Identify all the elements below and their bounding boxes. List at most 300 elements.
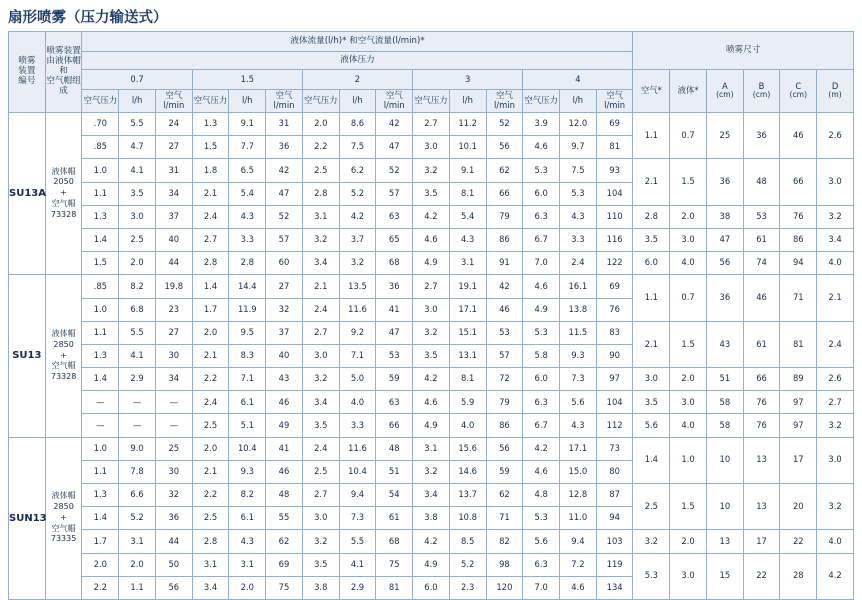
data-cell: 14.4 [229,275,266,298]
data-cell: 11.0 [560,507,597,530]
size-a-cell: 56 [706,252,743,275]
data-cell: 53 [486,321,523,344]
data-cell: 1.1 [82,321,119,344]
header-lh-0: l/h [119,90,156,113]
data-cell: 2.1 [192,344,229,367]
data-cell: 2.2 [82,576,119,599]
data-cell: 3.3 [339,414,376,437]
table-row [9,275,854,298]
data-cell: 104 [596,391,633,414]
data-cell: 71 [486,507,523,530]
data-cell: 2.0 [82,553,119,576]
data-cell: 122 [596,252,633,275]
data-cell: 9.5 [229,321,266,344]
table-row [9,159,854,182]
size-d-cell: 3.0 [817,159,854,205]
size-air-cell: 1.4 [633,437,670,483]
data-cell: 56 [486,437,523,460]
size-liquid-cell: 2.0 [670,368,707,391]
data-cell: 3.0 [302,507,339,530]
data-cell: 2.2 [192,484,229,507]
header-size-D-line-1: (m) [828,90,842,100]
data-cell: 4.0 [449,414,486,437]
header-size-D-line-0: D [831,80,839,91]
size-b-cell: 76 [743,414,780,437]
data-cell: 2.8 [229,252,266,275]
data-cell: 23 [155,298,192,321]
data-cell: 15.6 [449,437,486,460]
size-d-cell: 2.7 [817,391,854,414]
size-d-cell: 2.4 [817,321,854,367]
size-c-cell: 17 [780,437,817,483]
data-cell: 6.0 [523,182,560,205]
data-cell: 86 [486,228,523,251]
size-c-cell: 81 [780,321,817,367]
data-cell: 14.6 [449,460,486,483]
data-cell: 86 [486,414,523,437]
size-c-cell: 76 [780,205,817,228]
header-spray-id-line-1: 装置 [18,66,36,77]
data-cell: 11.5 [560,321,597,344]
data-cell: 59 [486,460,523,483]
size-air-cell: 5.6 [633,414,670,437]
data-cell: 4.3 [229,205,266,228]
data-cell: 17.1 [560,437,597,460]
size-a-cell: 58 [706,414,743,437]
header-air-pressure-3: 空气压力 [413,90,450,113]
data-cell: 2.8 [302,182,339,205]
data-cell: 9.7 [560,136,597,159]
data-cell: 7.0 [523,252,560,275]
data-cell: 98 [486,553,523,576]
data-cell: 5.5 [119,321,156,344]
data-cell: 5.6 [560,391,597,414]
data-cell: 24 [155,113,192,136]
data-cell: 13.5 [339,275,376,298]
header-size-B [743,70,780,113]
data-cell: 4.9 [413,414,450,437]
data-cell: 3.2 [413,460,450,483]
data-cell: 8.2 [119,275,156,298]
data-cell: 4.3 [560,414,597,437]
data-cell: 2.0 [119,252,156,275]
size-b-cell: 48 [743,159,780,205]
size-c-cell: 86 [780,228,817,251]
data-cell: 5.4 [229,182,266,205]
size-b-cell: 61 [743,228,780,251]
data-cell: 4.2 [413,205,450,228]
data-cell: 8.6 [339,113,376,136]
size-b-cell: 74 [743,252,780,275]
data-cell: 3.2 [302,530,339,553]
data-cell: 3.5 [413,182,450,205]
data-cell: 2.0 [119,553,156,576]
spray-id-cell: SU13A [9,113,46,275]
data-cell: 10.4 [339,460,376,483]
data-cell: 1.5 [192,136,229,159]
data-cell: 9.1 [229,113,266,136]
size-air-cell: 5.3 [633,553,670,599]
data-cell: 4.6 [523,460,560,483]
data-cell: 5.5 [339,530,376,553]
data-cell: 2.1 [192,460,229,483]
header-size-C [780,70,817,113]
header-pressure-2: 2 [302,70,412,90]
data-cell: 48 [376,437,413,460]
header-size-liquid: 液体* [670,70,707,113]
data-cell: 46 [266,460,303,483]
data-cell: 2.0 [192,321,229,344]
data-cell: 52 [376,159,413,182]
data-cell: 37 [155,205,192,228]
size-a-cell: 36 [706,275,743,321]
data-cell: 13.1 [449,344,486,367]
size-d-cell: 3.4 [817,228,854,251]
size-liquid-cell: 2.0 [670,205,707,228]
size-c-cell: 28 [780,553,817,599]
data-cell: 32 [266,298,303,321]
size-liquid-cell: 1.5 [670,159,707,205]
header-size-B-line-0: B [758,80,765,91]
data-cell: 134 [596,576,633,599]
table-row [9,414,854,437]
size-d-cell: 3.2 [817,205,854,228]
header-air-lmin-4: 空气 l/min [596,90,633,113]
data-cell: 66 [486,182,523,205]
data-cell: 11.9 [229,298,266,321]
data-cell: — [155,391,192,414]
data-cell: 66 [376,414,413,437]
size-a-cell: 58 [706,391,743,414]
assembly-cell: 液体帽 2050 + 空气帽 73328 [45,113,82,275]
size-a-cell: 10 [706,484,743,530]
header-size-C-line-0: C [795,80,802,91]
data-cell: 1.1 [82,182,119,205]
data-cell: 75 [376,553,413,576]
data-cell: 17.1 [449,298,486,321]
data-cell: .70 [82,113,119,136]
data-cell: 10.4 [229,437,266,460]
data-cell: 54 [376,484,413,507]
data-cell: 2.5 [302,460,339,483]
data-cell: 40 [266,344,303,367]
data-cell: 6.3 [523,391,560,414]
data-cell: 8.1 [449,182,486,205]
data-cell: 3.1 [302,205,339,228]
header-air-lmin-0: 空气 l/min [155,90,192,113]
header-liquid-pressure: 液体压力 [82,52,633,70]
size-c-cell: 46 [780,113,817,159]
data-cell: 97 [596,368,633,391]
size-b-cell: 61 [743,321,780,367]
data-cell: 11.6 [339,437,376,460]
data-cell: 9.0 [119,437,156,460]
data-cell: 25 [155,437,192,460]
header-pressure-3: 3 [413,70,523,90]
header-lh-2: l/h [339,90,376,113]
data-cell: 5.2 [449,553,486,576]
data-cell: 1.0 [82,437,119,460]
data-cell: 6.5 [229,159,266,182]
size-b-cell: 13 [743,484,780,530]
data-cell: 10.8 [449,507,486,530]
header-pressure-4: 4 [523,70,633,90]
data-cell: 5.8 [523,344,560,367]
data-cell: 94 [596,507,633,530]
data-cell: 46 [486,298,523,321]
data-cell: 1.4 [82,228,119,251]
data-cell: 9.3 [229,460,266,483]
header-lh-4: l/h [560,90,597,113]
data-cell: 42 [266,159,303,182]
header-lh-3: l/h [449,90,486,113]
data-cell: 1.0 [82,298,119,321]
data-cell: 4.9 [523,298,560,321]
data-cell: 6.7 [523,228,560,251]
data-cell: — [155,414,192,437]
data-cell: 4.6 [413,391,450,414]
data-cell: 51 [376,460,413,483]
data-cell: 69 [266,553,303,576]
data-cell: 1.3 [82,344,119,367]
data-cell: 3.1 [413,437,450,460]
data-cell: 4.2 [339,205,376,228]
data-cell: 2.4 [302,298,339,321]
size-b-cell: 13 [743,437,780,483]
data-cell: 62 [266,530,303,553]
data-cell: 5.1 [229,414,266,437]
data-cell: 4.3 [560,205,597,228]
data-cell: 57 [376,182,413,205]
data-cell: 4.1 [119,344,156,367]
table-row [9,228,854,251]
data-cell: 116 [596,228,633,251]
data-cell: 5.9 [449,391,486,414]
data-cell: 10.1 [449,136,486,159]
data-cell: 47 [376,136,413,159]
data-cell: 30 [155,344,192,367]
size-air-cell: 2.1 [633,159,670,205]
data-cell: 37 [266,321,303,344]
table-row [9,391,854,414]
data-cell: 65 [376,228,413,251]
data-cell: 3.4 [302,391,339,414]
header-size-C-line-1: (cm) [789,90,808,100]
header-assembly [45,32,82,113]
data-cell: 93 [596,159,633,182]
data-cell: 7.1 [229,368,266,391]
data-cell: 31 [155,159,192,182]
data-cell: 68 [376,252,413,275]
data-cell: 19.1 [449,275,486,298]
data-cell: 2.0 [229,576,266,599]
size-b-cell: 22 [743,553,780,599]
data-cell: 19.8 [155,275,192,298]
table-row [9,437,854,460]
size-c-cell: 22 [780,530,817,553]
data-cell: 90 [596,344,633,367]
data-cell: 8.5 [449,530,486,553]
data-cell: 2.9 [119,368,156,391]
data-cell: 1.4 [82,368,119,391]
size-liquid-cell: 3.0 [670,553,707,599]
data-cell: 75 [266,576,303,599]
data-cell: 82 [486,530,523,553]
data-cell: 1.0 [82,159,119,182]
data-cell: 2.4 [302,437,339,460]
data-cell: 27 [155,136,192,159]
data-cell: 44 [155,252,192,275]
data-cell: 87 [596,484,633,507]
size-a-cell: 51 [706,368,743,391]
header-flow-group: 液体流量(l/h)* 和空气流量(l/min)* [82,32,633,52]
data-cell: 3.1 [192,553,229,576]
data-cell: 1.7 [82,530,119,553]
table-row [9,368,854,391]
data-cell: 9.1 [449,159,486,182]
data-cell: 3.0 [119,205,156,228]
data-cell: 3.2 [302,228,339,251]
size-c-cell: 71 [780,275,817,321]
size-c-cell: 94 [780,252,817,275]
data-cell: 5.0 [339,368,376,391]
data-cell: 3.0 [413,136,450,159]
data-cell: 3.1 [229,553,266,576]
size-c-cell: 66 [780,159,817,205]
size-air-cell: 3.0 [633,368,670,391]
data-cell: 3.1 [119,530,156,553]
data-cell: 7.1 [339,344,376,367]
size-a-cell: 13 [706,530,743,553]
data-cell: 110 [596,205,633,228]
data-cell: 36 [155,507,192,530]
size-a-cell: 43 [706,321,743,367]
size-c-cell: 20 [780,484,817,530]
size-liquid-cell: 2.0 [670,530,707,553]
data-cell: 4.2 [413,530,450,553]
data-cell: 103 [596,530,633,553]
size-liquid-cell: 1.5 [670,484,707,530]
data-cell: 27 [155,321,192,344]
size-air-cell: 6.0 [633,252,670,275]
data-cell: 13.7 [449,484,486,507]
data-cell: 2.1 [302,275,339,298]
size-a-cell: 15 [706,553,743,599]
data-cell: — [119,414,156,437]
assembly-cell: 液体帽 2850 + 空气帽 73328 [45,275,82,437]
data-cell: 2.0 [192,437,229,460]
data-cell: 9.4 [339,484,376,507]
data-cell: 3.5 [119,182,156,205]
data-cell: 7.7 [229,136,266,159]
data-cell: 83 [596,321,633,344]
size-d-cell: 4.2 [817,553,854,599]
data-cell: 59 [376,368,413,391]
data-cell: .85 [82,275,119,298]
data-cell: 79 [486,205,523,228]
size-air-cell: 2.8 [633,205,670,228]
data-cell: 81 [596,136,633,159]
data-cell: 91 [486,252,523,275]
data-cell: 1.5 [82,252,119,275]
data-cell: 3.0 [413,298,450,321]
size-liquid-cell: 3.0 [670,228,707,251]
data-cell: 12.8 [560,484,597,507]
data-cell: 32 [155,484,192,507]
data-cell: 1.3 [192,113,229,136]
data-cell: 9.4 [560,530,597,553]
page-title: 扇形喷雾（压力输送式） [8,10,168,26]
data-cell: 6.1 [229,391,266,414]
data-cell: 3.3 [560,228,597,251]
data-cell: 15.0 [560,460,597,483]
size-liquid-cell: 1.5 [670,321,707,367]
data-cell: 49 [266,414,303,437]
data-cell: 5.3 [523,507,560,530]
data-cell: 4.1 [119,159,156,182]
data-cell: 2.2 [192,368,229,391]
spray-id-cell: SUN13 [9,437,46,599]
data-cell: 44 [155,530,192,553]
data-cell: 8.3 [229,344,266,367]
data-cell: 60 [266,252,303,275]
data-cell: 2.4 [192,205,229,228]
data-cell: 4.9 [413,553,450,576]
data-cell: 13.8 [560,298,597,321]
data-cell: 48 [266,484,303,507]
data-cell: 52 [266,205,303,228]
data-cell: 6.2 [339,159,376,182]
size-b-cell: 76 [743,391,780,414]
data-cell: 8.2 [229,484,266,507]
size-d-cell: 3.2 [817,484,854,530]
data-cell: 30 [155,460,192,483]
data-cell: 40 [155,228,192,251]
data-cell: 6.3 [523,553,560,576]
data-cell: 62 [486,484,523,507]
data-cell: 1.8 [192,159,229,182]
header-spray-id [9,32,46,113]
data-cell: 63 [376,205,413,228]
data-cell: 42 [486,275,523,298]
header-pressure-1: 1.5 [192,70,302,90]
data-cell: — [82,391,119,414]
size-b-cell: 66 [743,368,780,391]
data-cell: 7.2 [560,553,597,576]
size-d-cell: 4.0 [817,252,854,275]
table-body [9,113,854,600]
data-cell: 56 [486,136,523,159]
size-b-cell: 36 [743,113,780,159]
data-cell: 3.5 [302,414,339,437]
data-cell: 4.6 [523,275,560,298]
data-cell: 50 [155,553,192,576]
header-size-A [706,70,743,113]
spray-data-table [8,31,854,600]
data-cell: 2.1 [192,182,229,205]
data-cell: 5.2 [119,507,156,530]
header-assembly-line-2: 空气帽组成 [46,75,81,96]
data-cell: 5.3 [523,321,560,344]
size-d-cell: 3.0 [817,437,854,483]
data-cell: 6.7 [523,414,560,437]
data-cell: 4.6 [560,576,597,599]
size-a-cell: 25 [706,113,743,159]
data-cell: 47 [376,321,413,344]
data-cell: 36 [376,275,413,298]
data-cell: 3.3 [229,228,266,251]
data-cell: 11.6 [339,298,376,321]
